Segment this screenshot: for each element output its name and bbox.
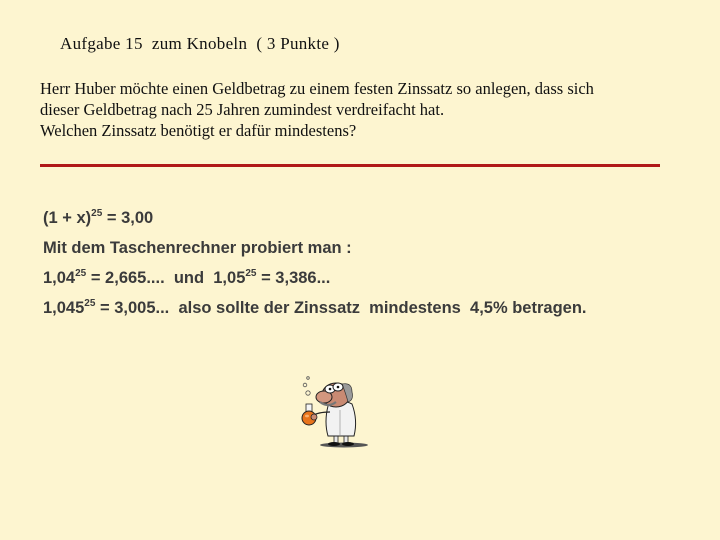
equation-1: [43, 203, 586, 233]
eq3-exponent-b: 25: [245, 268, 257, 279]
equation-4: [43, 293, 586, 323]
eq3-rest-a: = 2,665.... und 1,05: [86, 269, 246, 287]
eq4-base: 1,045: [43, 299, 85, 317]
task-title: Aufgabe 15 zum Knobeln ( 3 Punkte ): [60, 34, 340, 53]
task-text: [40, 78, 680, 141]
equation-3: [43, 263, 586, 293]
eq4-exponent: 25: [84, 298, 96, 309]
task-line: Welchen Zinssatz benötigt er dafür mindestens?: [40, 121, 357, 140]
scientist-with-flask-icon: [294, 372, 374, 452]
task-line: dieser Geldbetrag nach 25 Jahren zumindest verdreifacht hat.: [40, 100, 445, 119]
eq3-exponent-a: 25: [75, 268, 87, 279]
divider-line: [40, 164, 660, 167]
eq1-rest: = 3,00: [102, 209, 154, 227]
solution-text-line: Mit dem Taschenrechner probiert man :: [43, 239, 352, 257]
task-line: Herr Huber möchte einen Geldbetrag zu einem festen Zinssatz so anlegen, dass sich: [40, 79, 594, 98]
solution-block: [43, 203, 586, 323]
eq4-rest: = 3,005... also sollte der Zinssatz mindestens 4,5% betragen.: [95, 299, 587, 317]
eq3-base-a: 1,04: [43, 269, 76, 287]
eq1-exponent: 25: [91, 208, 103, 219]
eq1-base: (1 + x): [43, 209, 92, 227]
eq3-rest-b: = 3,386...: [256, 269, 331, 287]
